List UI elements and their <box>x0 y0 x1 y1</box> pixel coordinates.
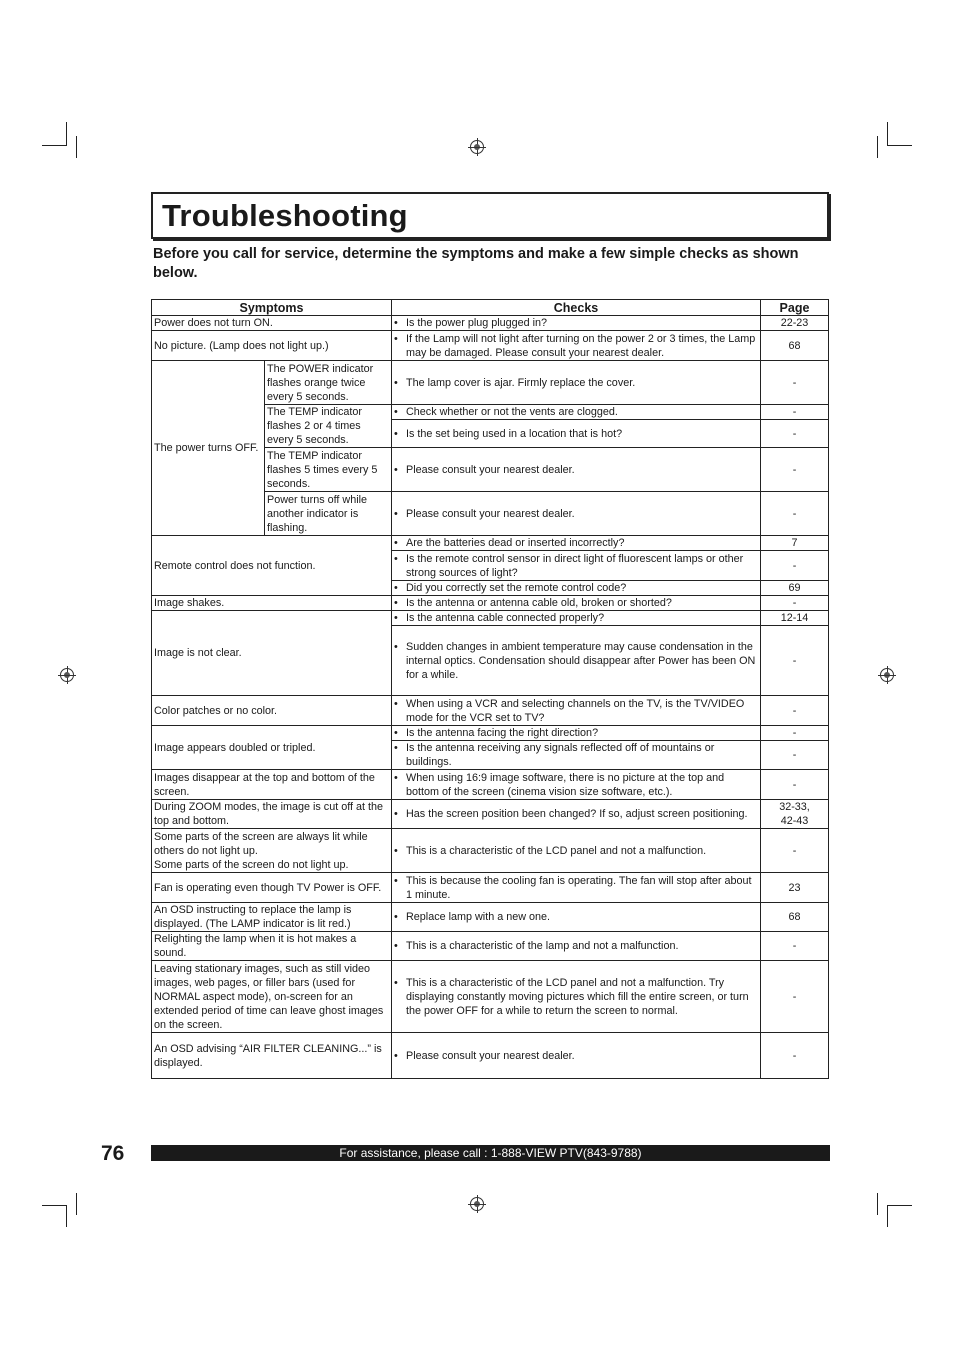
table-row <box>152 361 829 405</box>
table-row <box>152 596 829 611</box>
bullet: • <box>394 597 398 609</box>
header-symptoms: Symptoms <box>152 300 392 316</box>
page-cell: 7 <box>761 536 829 551</box>
check-cell <box>392 596 761 611</box>
symptom-cell: An OSD instructing to replace the lamp is displayed. (The LAMP indicator is lit red.) <box>152 903 392 932</box>
bullet: • <box>394 771 398 784</box>
check-cell <box>392 961 761 1033</box>
page-cell: 69 <box>761 581 829 596</box>
check-text: This is because the cooling fan is operating. The fan will stop after about 1 minute. <box>406 874 752 901</box>
registration-mark-icon <box>470 140 484 154</box>
symptom-cell: Image appears doubled or tripled. <box>152 726 392 770</box>
check-cell <box>392 626 761 696</box>
symptom-cell: An OSD advising “AIR FILTER CLEANING...” is displayed. <box>152 1033 392 1079</box>
bullet: • <box>394 727 398 739</box>
symptom-cell: Leaving stationary images, such as still video images, web pages, or filler bars (used for NORMAL aspect mode), on-screen for an extended period of time can leave ghost images on the screen. <box>152 961 392 1033</box>
table-row <box>152 873 829 903</box>
check-cell <box>392 1033 761 1079</box>
page-ref: 42-43 <box>780 815 809 827</box>
check-text: The lamp cover is ajar. Firmly replace the cover. <box>406 376 636 389</box>
page-cell: - <box>761 448 829 492</box>
symptom-text: Some parts of the screen are always lit while others do not light up. <box>154 830 368 857</box>
check-cell <box>392 331 761 361</box>
check-text: This is a characteristic of the LCD panel and not a malfunction. Try displaying constantly moving pictures which fill the entire screen, or turn the power OFF for a while to return the screen to normal. <box>406 976 749 1017</box>
table-row <box>152 932 829 961</box>
bullet: • <box>394 640 398 653</box>
bullet: • <box>394 1049 398 1062</box>
check-cell <box>392 448 761 492</box>
bullet: • <box>394 427 398 440</box>
header-page: Page <box>761 300 829 316</box>
bullet: • <box>394 742 398 754</box>
registration-mark-icon <box>470 1197 484 1211</box>
table-row <box>152 800 829 829</box>
crop-mark <box>42 145 67 146</box>
symptom-cell: The power turns OFF. <box>152 361 265 536</box>
check-cell <box>392 405 761 420</box>
page-cell: - <box>761 770 829 800</box>
crop-mark <box>42 1205 67 1206</box>
check-text: Is the antenna cable connected properly? <box>406 612 605 624</box>
bullet: • <box>394 552 398 565</box>
bullet: • <box>394 463 398 476</box>
check-cell <box>392 696 761 726</box>
bullet: • <box>394 976 398 989</box>
check-text: Did you correctly set the remote control code? <box>406 582 627 594</box>
check-text: Are the batteries dead or inserted incorrectly? <box>406 537 625 549</box>
page-cell: - <box>761 405 829 420</box>
check-cell <box>392 316 761 331</box>
table-row <box>152 1033 829 1079</box>
sub-symptom-cell: The TEMP indicator flashes 2 or 4 times every 5 seconds. <box>265 405 392 448</box>
check-cell <box>392 611 761 626</box>
header-checks: Checks <box>392 300 761 316</box>
check-cell <box>392 829 761 873</box>
crop-mark <box>66 1205 67 1227</box>
check-text: Please consult your nearest dealer. <box>406 463 575 476</box>
bullet: • <box>394 612 398 624</box>
bullet: • <box>394 874 398 887</box>
symptom-cell: Image is not clear. <box>152 611 392 696</box>
check-cell <box>392 800 761 829</box>
page-cell: - <box>761 741 829 770</box>
crop-mark <box>66 122 67 146</box>
check-cell <box>392 420 761 448</box>
intro-text: Before you call for service, determine the symptoms and make a few simple checks as shown below. <box>153 246 799 281</box>
page-ref: 32-33, <box>779 801 810 813</box>
symptom-cell: No picture. (Lamp does not light up.) <box>152 331 392 361</box>
check-cell <box>392 903 761 932</box>
check-cell <box>392 581 761 596</box>
check-text: When using a VCR and selecting channels on the TV, is the TV/VIDEO mode for the VCR set to TV? <box>406 697 745 724</box>
page-cell: 23 <box>761 873 829 903</box>
symptom-cell: Color patches or no color. <box>152 696 392 726</box>
crop-mark <box>76 1193 77 1215</box>
check-cell <box>392 536 761 551</box>
page-cell: - <box>761 596 829 611</box>
page-cell: - <box>761 551 829 581</box>
bullet: • <box>394 940 398 952</box>
bullet: • <box>394 808 398 820</box>
symptom-cell: During ZOOM modes, the image is cut off at the top and bottom. <box>152 800 392 829</box>
check-text: Is the antenna facing the right direction? <box>406 727 599 739</box>
table-row <box>152 316 829 331</box>
table-row <box>152 770 829 800</box>
crop-mark <box>887 1205 888 1227</box>
symptom-cell: Image shakes. <box>152 596 392 611</box>
check-text: This is a characteristic of the LCD panel and not a malfunction. <box>406 844 707 857</box>
check-text: This is a characteristic of the lamp and not a malfunction. <box>406 940 679 952</box>
check-cell <box>392 551 761 581</box>
check-text: When using 16:9 image software, there is no picture at the top and bottom of the screen (cinema vision size software, etc.). <box>406 771 725 798</box>
check-cell <box>392 492 761 536</box>
symptom-cell: Power does not turn ON. <box>152 316 392 331</box>
page-cell: - <box>761 829 829 873</box>
check-cell <box>392 873 761 903</box>
page-cell: - <box>761 420 829 448</box>
page-cell: - <box>761 961 829 1033</box>
bullet: • <box>394 332 398 345</box>
page-cell: 12-14 <box>761 611 829 626</box>
symptom-cell: Remote control does not function. <box>152 536 392 596</box>
check-text: Please consult your nearest dealer. <box>406 1049 575 1062</box>
symptom-cell: Images disappear at the top and bottom of the screen. <box>152 770 392 800</box>
crop-mark <box>877 1193 878 1215</box>
check-text: If the Lamp will not light after turning on the power 2 or 3 times, the Lamp may be damaged. Please consult your nearest dealer. <box>406 332 756 359</box>
page-cell: - <box>761 932 829 961</box>
table-row <box>152 611 829 626</box>
table-row <box>152 536 829 551</box>
check-cell <box>392 741 761 770</box>
troubleshooting-table <box>151 299 829 1079</box>
page-cell: 68 <box>761 903 829 932</box>
check-text: Is the remote control sensor in direct light of fluorescent lamps or other strong sources of light? <box>406 552 744 579</box>
bullet: • <box>394 697 398 710</box>
table-header-row <box>152 300 829 316</box>
page-number: 76 <box>101 1142 125 1165</box>
check-cell <box>392 770 761 800</box>
page-cell: - <box>761 1033 829 1079</box>
table-row <box>152 961 829 1033</box>
page-cell <box>761 800 829 829</box>
registration-mark-icon <box>880 668 894 682</box>
page-cell: - <box>761 361 829 405</box>
bullet: • <box>394 376 398 389</box>
bullet: • <box>394 317 398 329</box>
crop-mark <box>887 122 888 146</box>
title-box <box>151 192 829 239</box>
sub-symptom-cell: The TEMP indicator flashes 5 times every 5 seconds. <box>265 448 392 492</box>
bullet: • <box>394 507 398 520</box>
page-cell: - <box>761 726 829 741</box>
check-cell <box>392 726 761 741</box>
symptom-cell <box>152 829 392 873</box>
page-cell: - <box>761 626 829 696</box>
bullet: • <box>394 406 398 418</box>
table-row <box>152 726 829 741</box>
check-cell <box>392 361 761 405</box>
check-text: Is the antenna receiving any signals reflected off of mountains or buildings. <box>406 742 715 768</box>
crop-mark <box>887 1205 912 1206</box>
check-text: Is the set being used in a location that is hot? <box>406 427 623 440</box>
registration-mark-icon <box>60 668 74 682</box>
bullet: • <box>394 582 398 594</box>
table-row <box>152 331 829 361</box>
bullet: • <box>394 537 398 549</box>
bullet: • <box>394 911 398 923</box>
check-text: Is the power plug plugged in? <box>406 317 548 329</box>
page-cell: - <box>761 696 829 726</box>
bullet: • <box>394 844 398 857</box>
symptom-cell: Fan is operating even though TV Power is OFF. <box>152 873 392 903</box>
check-cell <box>392 932 761 961</box>
table-row <box>152 696 829 726</box>
table-row <box>152 829 829 873</box>
crop-mark <box>887 145 912 146</box>
check-text: Please consult your nearest dealer. <box>406 507 575 520</box>
crop-mark <box>76 136 77 158</box>
sub-symptom-cell: Power turns off while another indicator is flashing. <box>265 492 392 536</box>
footer-assistance: For assistance, please call : 1-888-VIEW PTV(843-9788) <box>151 1145 830 1161</box>
sub-symptom-cell: The POWER indicator flashes orange twice every 5 seconds. <box>265 361 392 405</box>
page-cell: 22-23 <box>761 316 829 331</box>
check-text: Replace lamp with a new one. <box>406 911 551 923</box>
table-row <box>152 903 829 932</box>
check-text: Has the screen position been changed? If so, adjust screen positioning. <box>406 808 748 820</box>
crop-mark <box>877 136 878 158</box>
symptom-text: Some parts of the screen do not light up. <box>154 858 349 871</box>
check-text: Is the antenna or antenna cable old, broken or shorted? <box>406 597 672 609</box>
page-cell: - <box>761 492 829 536</box>
page-cell: 68 <box>761 331 829 361</box>
check-text: Check whether or not the vents are clogged. <box>406 406 618 418</box>
page-title: Troubleshooting <box>162 198 408 233</box>
check-text: Sudden changes in ambient temperature may cause condensation in the internal optics. Condensation should disappear after Power has been ON for a while. <box>406 640 756 681</box>
symptom-cell: Relighting the lamp when it is hot makes a sound. <box>152 932 392 961</box>
